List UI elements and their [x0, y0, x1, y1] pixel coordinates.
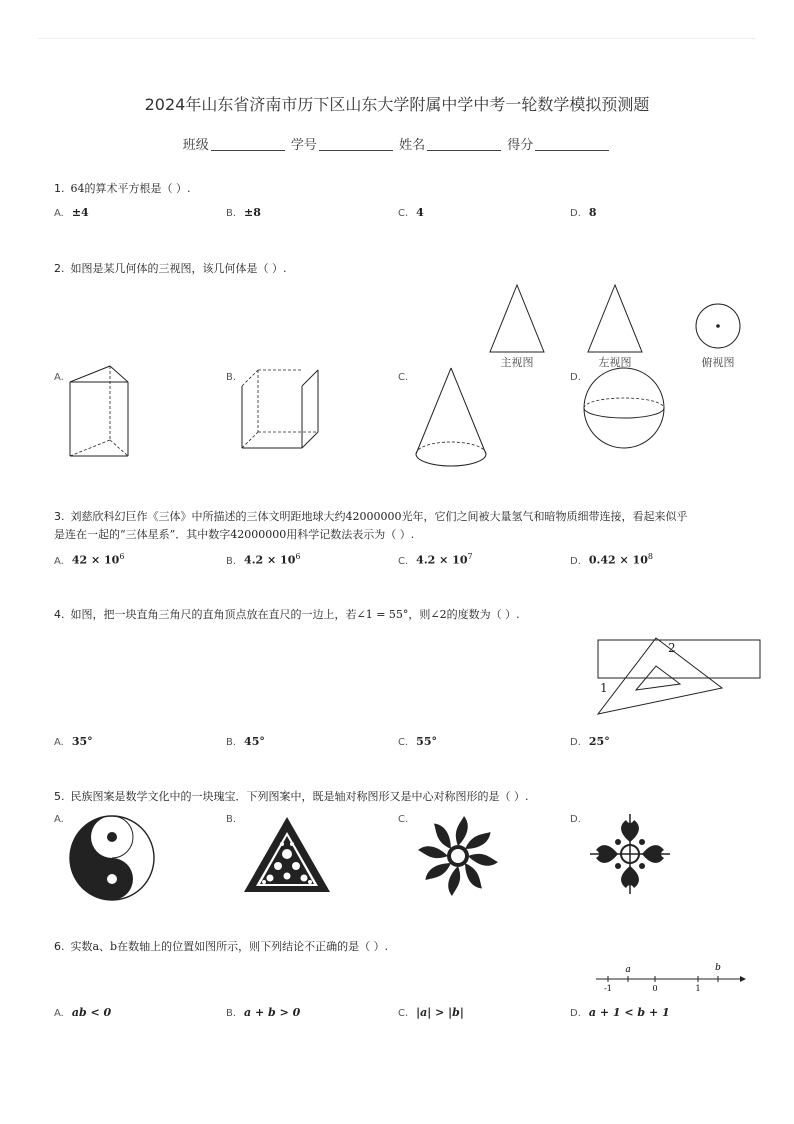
option-value: 8: [588, 206, 597, 219]
id-label: 学号: [290, 138, 317, 153]
class-blank[interactable]: [211, 138, 285, 151]
ruler-triangle-figure: [590, 632, 770, 722]
option-letter: D.: [570, 208, 581, 219]
q5-option-c-label[interactable]: C.: [398, 814, 409, 825]
question-number: 3.: [54, 510, 65, 523]
score-label: 得分: [507, 138, 534, 153]
angle-1-label: 1: [600, 681, 608, 695]
page-top-rule: [38, 38, 756, 39]
option-letter: B.: [226, 208, 237, 219]
question-text: 如图，把一块直角三角尺的直角顶点放在直尺的一边上，若∠1 = 55°，则∠2的度数为（ ）.: [70, 608, 520, 621]
option-exponent: 8: [647, 552, 653, 561]
q3-option-a[interactable]: [54, 552, 124, 567]
q5-option-b-label[interactable]: B.: [226, 814, 237, 825]
student-info-line: [0, 134, 794, 153]
option-letter: D.: [570, 1008, 581, 1019]
side-view-label: 左视图: [598, 356, 632, 369]
option-value: ±4: [71, 206, 89, 219]
q4-option-d[interactable]: [570, 735, 610, 748]
question-number: 5.: [54, 790, 65, 803]
option-letter: B.: [226, 555, 237, 567]
option-value: 4: [416, 206, 424, 219]
option-value: a + b > 0: [244, 1006, 301, 1019]
page-title: 2024年山东省济南市历下区山东大学附属中学中考一轮数学模拟预测题: [144, 95, 650, 114]
option-letter: C.: [398, 208, 409, 219]
class-label: 班级: [182, 138, 209, 153]
question-5-stem: [54, 788, 529, 804]
option-letter: A.: [54, 1008, 64, 1019]
option-letter: C.: [398, 1008, 409, 1019]
option-letter: A.: [54, 737, 64, 748]
option-value: 55°: [416, 735, 437, 748]
q2-option-c-label[interactable]: C.: [398, 372, 409, 383]
option-value: 45°: [244, 735, 265, 748]
front-view-label: 主视图: [500, 356, 534, 369]
option-value: |a| > |b|: [416, 1006, 464, 1019]
q4-option-c[interactable]: [398, 735, 437, 748]
name-label: 姓名: [399, 138, 426, 153]
vertical-sheets-figure: [232, 362, 327, 462]
option-value: ab < 0: [71, 1006, 112, 1019]
option-value: 4.2 × 10: [244, 553, 296, 567]
q6-option-d[interactable]: [570, 1006, 670, 1019]
option-letter: D.: [570, 555, 581, 567]
angle-2-label: 2: [668, 641, 676, 655]
triangle-pattern-icon: [240, 814, 335, 896]
axis-label-a: a: [625, 965, 631, 975]
option-value: ±8: [244, 206, 261, 219]
question-number: 6.: [54, 940, 65, 953]
taiji-pattern-icon: [68, 814, 158, 904]
option-letter: C.: [398, 737, 409, 748]
option-exponent: 7: [467, 552, 473, 561]
q4-option-a[interactable]: [54, 735, 93, 748]
q2-option-a-label[interactable]: A.: [54, 372, 64, 383]
option-letter: A.: [54, 555, 64, 567]
option-exponent: 6: [295, 552, 301, 561]
q2-option-b-label[interactable]: B.: [226, 372, 237, 383]
number-line-figure: [590, 960, 750, 996]
q1-option-d[interactable]: [570, 206, 597, 219]
pinwheel-flower-icon: [414, 814, 504, 898]
option-value: 0.42 × 10: [588, 553, 648, 567]
q6-option-c[interactable]: [398, 1006, 464, 1019]
name-blank[interactable]: [427, 138, 501, 151]
option-letter: C.: [398, 555, 409, 567]
question-text: 民族图案是数学文化中的一块瑰宝．下列图案中，既是轴对称图形又是中心对称图形的是（ ）.: [70, 790, 529, 803]
question-6-stem: [54, 938, 388, 954]
top-view-center-dot: [716, 324, 720, 328]
question-text: 64的算术平方根是（ ）.: [70, 182, 191, 195]
ruler-rect: [598, 640, 760, 678]
q6-option-b[interactable]: [226, 1006, 300, 1019]
axis-tick-zero: 0: [652, 984, 658, 993]
question-text-line1: 刘慈欣科幻巨作《三体》中所描述的三体文明距地球大约42000000光年，它们之间被大量氢气和暗物质细带连接，看起来似乎: [70, 510, 688, 523]
option-value: 25°: [588, 735, 610, 748]
question-text: 如图是某几何体的三视图，该几何体是（ ）.: [70, 262, 287, 275]
option-value: 42 × 10: [71, 553, 120, 567]
q5-option-d-label[interactable]: D.: [570, 814, 581, 825]
top-view-label: 俯视图: [701, 356, 735, 369]
question-number: 2.: [54, 262, 65, 275]
cone-figure: [408, 362, 498, 472]
side-view-triangle: [588, 285, 642, 352]
question-3-stem-line2: [54, 526, 414, 542]
axis-label-b: b: [715, 963, 721, 973]
front-view-triangle: [490, 285, 544, 352]
q1-option-b[interactable]: [226, 206, 261, 219]
option-exponent: 6: [119, 552, 125, 561]
four-leaf-pattern-icon: [586, 810, 676, 900]
question-3-stem: [54, 508, 754, 524]
score-blank[interactable]: [535, 138, 609, 151]
option-letter: B.: [226, 1008, 237, 1019]
q1-option-a[interactable]: [54, 206, 89, 219]
q3-option-d[interactable]: [570, 552, 653, 567]
q3-option-b[interactable]: [226, 552, 300, 567]
q5-option-a-label[interactable]: A.: [54, 814, 64, 825]
axis-tick-one: 1: [695, 984, 701, 993]
sphere-figure: [578, 362, 673, 457]
option-value: a + 1 < b + 1: [588, 1006, 670, 1019]
three-views-figure: [480, 280, 760, 370]
question-1-stem: [54, 180, 191, 196]
option-value: 4.2 × 10: [416, 553, 468, 567]
id-blank[interactable]: [319, 138, 393, 151]
option-value: 35°: [71, 735, 93, 748]
question-text-line2: 是连在一起的“三体星系”．其中数字42000000用科学记数法表示为（ ）.: [54, 528, 415, 541]
option-letter: A.: [54, 208, 64, 219]
q4-option-b[interactable]: [226, 735, 265, 748]
question-number: 1.: [54, 182, 65, 195]
question-4-stem: [54, 606, 520, 622]
q2-option-d-label[interactable]: D.: [570, 372, 581, 383]
set-square-outer: [598, 638, 722, 714]
q6-option-a[interactable]: [54, 1006, 111, 1019]
question-text: 实数a、b在数轴上的位置如图所示，则下列结论不正确的是（ ）.: [70, 940, 389, 953]
axis-tick-neg1: -1: [604, 984, 612, 993]
q1-option-c[interactable]: [398, 206, 424, 219]
option-letter: B.: [226, 737, 237, 748]
triangular-prism-figure: [60, 362, 140, 462]
question-number: 4.: [54, 608, 65, 621]
option-letter: D.: [570, 737, 581, 748]
q3-option-c[interactable]: [398, 552, 473, 567]
question-2-stem: [54, 260, 287, 276]
